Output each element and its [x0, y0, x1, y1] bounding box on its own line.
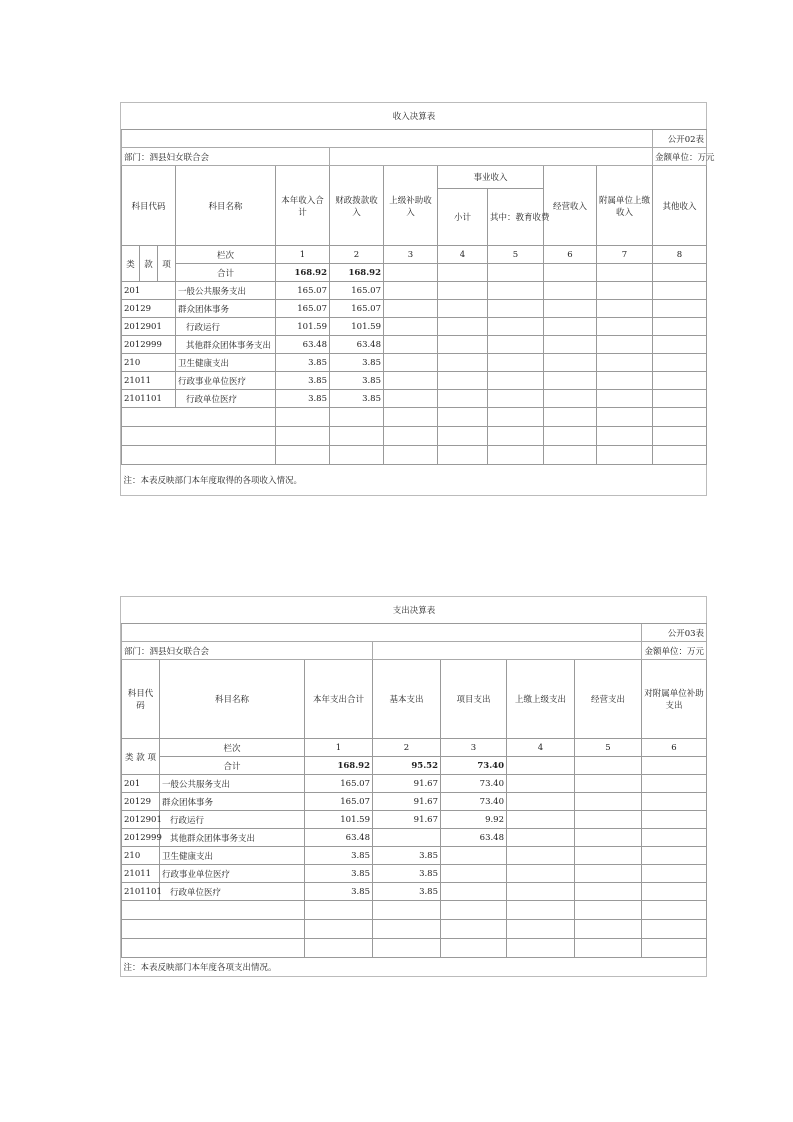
table-row — [122, 865, 707, 883]
row-name: 一般公共服务支出 — [160, 775, 305, 793]
income-h-code: 科目代码 — [122, 166, 176, 246]
income-title: 收入决算表 — [122, 103, 707, 130]
table-row — [122, 775, 707, 793]
expense-h-basic: 基本支出 — [373, 660, 441, 739]
income-h-subsidy: 上级补助收入 — [384, 166, 438, 246]
row-project: 73.40 — [441, 793, 507, 811]
expense-title: 支出决算表 — [122, 597, 707, 624]
row-total: 3.85 — [276, 354, 330, 372]
table-row — [122, 883, 707, 901]
row-name: 行政事业单位医疗 — [160, 865, 305, 883]
expense-col-4: 4 — [507, 739, 575, 757]
row-code: 20129 — [122, 300, 176, 318]
expense-unit: 金额单位：万元 — [642, 642, 707, 660]
table-row — [122, 354, 707, 372]
row-basic: 91.67 — [373, 811, 441, 829]
row-code: 2012901 — [122, 318, 176, 336]
row-code: 210 — [122, 354, 176, 372]
row-total: 63.48 — [305, 829, 373, 847]
row-name: 卫生健康支出 — [176, 354, 276, 372]
table-row — [122, 829, 707, 847]
table-row — [122, 336, 707, 354]
income-h-sub: 小计 — [438, 189, 488, 246]
table-row — [122, 390, 707, 408]
row-project — [441, 883, 507, 901]
row-code: 201 — [122, 282, 176, 300]
income-h-career: 事业收入 — [438, 166, 544, 189]
row-total: 3.85 — [305, 865, 373, 883]
row-code: 210 — [122, 847, 160, 865]
income-col-5: 5 — [488, 246, 544, 264]
table-row — [122, 372, 707, 390]
income-unit: 金额单位：万元 — [653, 148, 707, 166]
row-code: 201 — [122, 775, 160, 793]
row-project — [441, 847, 507, 865]
row-fiscal: 165.07 — [330, 282, 384, 300]
expense-heji-total: 168.92 — [305, 757, 373, 775]
row-fiscal: 101.59 — [330, 318, 384, 336]
expense-h-oper: 经营支出 — [575, 660, 642, 739]
income-note: 注：本表反映部门本年度取得的各项收入情况。 — [123, 476, 303, 486]
expense-lkx: 类 款 项 — [122, 739, 160, 775]
row-total: 63.48 — [276, 336, 330, 354]
income-h-affil: 附属单位上缴收入 — [597, 166, 653, 246]
row-name: 其他群众团体事务支出 — [176, 336, 276, 354]
expense-form-no: 公开03表 — [642, 624, 707, 642]
row-name: 行政运行 — [176, 318, 276, 336]
expense-col-2: 2 — [373, 739, 441, 757]
expense-h-upper: 上缴上级支出 — [507, 660, 575, 739]
row-total: 165.07 — [276, 300, 330, 318]
expense-table — [120, 596, 707, 977]
table-row — [122, 811, 707, 829]
row-basic: 91.67 — [373, 775, 441, 793]
row-code: 2101101 — [122, 390, 176, 408]
row-name: 卫生健康支出 — [160, 847, 305, 865]
income-dept: 部门：泗县妇女联合会 — [122, 148, 330, 166]
expense-heji-basic: 95.52 — [373, 757, 441, 775]
income-kuan: 款 — [140, 246, 158, 282]
row-name: 行政事业单位医疗 — [176, 372, 276, 390]
row-fiscal: 3.85 — [330, 354, 384, 372]
row-fiscal: 3.85 — [330, 390, 384, 408]
row-project: 63.48 — [441, 829, 507, 847]
expense-heji-project: 73.40 — [441, 757, 507, 775]
row-name: 行政单位医疗 — [176, 390, 276, 408]
table-row — [122, 300, 707, 318]
income-h-fiscal: 财政拨款收入 — [330, 166, 384, 246]
table-row — [122, 318, 707, 336]
row-total: 3.85 — [305, 847, 373, 865]
row-total: 3.85 — [276, 390, 330, 408]
row-fiscal: 3.85 — [330, 372, 384, 390]
expense-h-name: 科目名称 — [160, 660, 305, 739]
expense-h-code: 科目代码 — [122, 660, 160, 739]
income-col-1: 1 — [276, 246, 330, 264]
row-name: 群众团体事务 — [160, 793, 305, 811]
income-col-2: 2 — [330, 246, 384, 264]
row-name: 行政运行 — [160, 811, 305, 829]
row-code: 21011 — [122, 372, 176, 390]
income-h-oper: 经营收入 — [544, 166, 597, 246]
row-name: 一般公共服务支出 — [176, 282, 276, 300]
row-code: 20129 — [122, 793, 160, 811]
row-code: 2012999 — [122, 336, 176, 354]
income-lei: 类 — [122, 246, 140, 282]
row-project: 9.92 — [441, 811, 507, 829]
income-form-no: 公开02表 — [653, 130, 707, 148]
row-total: 101.59 — [276, 318, 330, 336]
income-h-name: 科目名称 — [176, 166, 276, 246]
row-project — [441, 865, 507, 883]
expense-heji: 合计 — [160, 757, 305, 775]
row-code: 2012901 — [122, 811, 160, 829]
table-row — [122, 282, 707, 300]
row-name: 其他群众团体事务支出 — [160, 829, 305, 847]
table-row — [122, 847, 707, 865]
row-total: 165.07 — [305, 775, 373, 793]
row-name: 群众团体事务 — [176, 300, 276, 318]
row-total: 165.07 — [276, 282, 330, 300]
expense-h-total: 本年支出合计 — [305, 660, 373, 739]
expense-col-1: 1 — [305, 739, 373, 757]
row-code: 21011 — [122, 865, 160, 883]
income-table — [120, 102, 715, 496]
row-fiscal: 63.48 — [330, 336, 384, 354]
row-total: 165.07 — [305, 793, 373, 811]
income-heji-fiscal: 168.92 — [330, 264, 384, 282]
row-basic: 3.85 — [373, 847, 441, 865]
table-row — [122, 793, 707, 811]
row-code: 2101101 — [122, 883, 160, 901]
expense-h-affil: 对附属单位补助支出 — [642, 660, 707, 739]
expense-lanci: 栏次 — [160, 739, 305, 757]
income-h-total: 本年收入合计 — [276, 166, 330, 246]
income-lanci: 栏次 — [176, 246, 276, 264]
income-col-6: 6 — [544, 246, 597, 264]
row-project: 73.40 — [441, 775, 507, 793]
income-h-other: 其他收入 — [653, 166, 707, 246]
income-xiang: 项 — [158, 246, 176, 282]
expense-h-project: 项目支出 — [441, 660, 507, 739]
row-total: 3.85 — [276, 372, 330, 390]
income-col-8: 8 — [653, 246, 707, 264]
row-name: 行政单位医疗 — [160, 883, 305, 901]
row-fiscal: 165.07 — [330, 300, 384, 318]
income-col-7: 7 — [597, 246, 653, 264]
income-col-3: 3 — [384, 246, 438, 264]
income-heji-total: 168.92 — [276, 264, 330, 282]
expense-col-5: 5 — [575, 739, 642, 757]
row-basic — [373, 829, 441, 847]
row-total: 101.59 — [305, 811, 373, 829]
row-basic: 3.85 — [373, 883, 441, 901]
income-h-edu: 其中：教育收费 — [488, 189, 544, 246]
income-col-4: 4 — [438, 246, 488, 264]
row-total: 3.85 — [305, 883, 373, 901]
row-basic: 3.85 — [373, 865, 441, 883]
income-heji: 合计 — [176, 264, 276, 282]
expense-col-3: 3 — [441, 739, 507, 757]
expense-col-6: 6 — [642, 739, 707, 757]
row-code: 2012999 — [122, 829, 160, 847]
expense-note: 注：本表反映部门本年度各项支出情况。 — [123, 963, 277, 973]
row-basic: 91.67 — [373, 793, 441, 811]
expense-dept: 部门：泗县妇女联合会 — [122, 642, 373, 660]
